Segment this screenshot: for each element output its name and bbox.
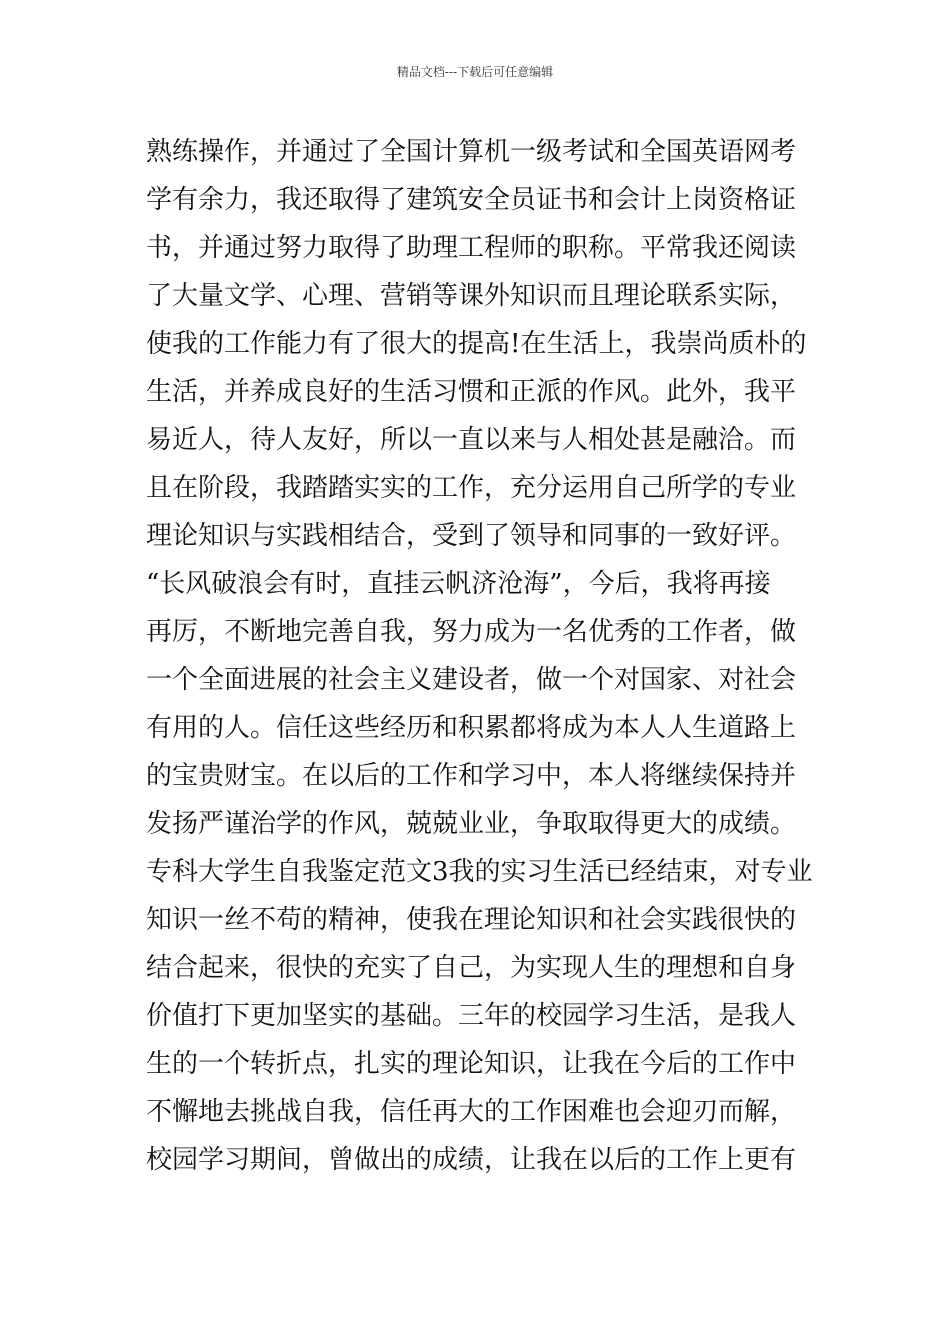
text-line: 不懈地去挑战自我，信任再大的工作困难也会迎刃而解，: [146, 1097, 797, 1127]
text-line: 易近人，待人友好，所以一直以来与人相处甚是融洽。而: [146, 425, 797, 455]
text-line: 了大量文学、心理、营销等课外知识而且理论联系实际，: [146, 281, 797, 311]
text-line: 书，并通过努力取得了助理工程师的职称。平常我还阅读: [146, 233, 797, 263]
text-line: 的宝贵财宝。在以后的工作和学习中，本人将继续保持并: [146, 761, 797, 791]
page-header: 精品文档---下载后可任意编辑: [396, 65, 554, 79]
text-line: 使我的工作能力有了很大的提高!在生活上，我崇尚质朴的: [146, 329, 807, 359]
text-line: 一个全面进展的社会主义建设者，做一个对国家、对社会: [146, 665, 797, 695]
text-line: 结合起来，很快的充实了自己，为实现人生的理想和自身: [146, 953, 797, 983]
text-line: 专科大学生自我鉴定范文3我的实习生活已经结束，对专业: [146, 857, 813, 887]
text-line: 生活，并养成良好的生活习惯和正派的作风。此外，我平: [146, 377, 797, 407]
text-line: 熟练操作，并通过了全国计算机一级考试和全国英语网考: [146, 137, 797, 167]
text-line: 再厉，不断地完善自我，努力成为一名优秀的工作者，做: [146, 617, 797, 647]
text-line: 学有余力，我还取得了建筑安全员证书和会计上岗资格证: [146, 185, 797, 215]
text-line: 发扬严谨治学的作风，兢兢业业，争取取得更大的成绩。: [146, 809, 797, 839]
text-line: “长风破浪会有时，直挂云帆济沧海”，今后，我将再接: [146, 569, 771, 599]
text-line: 有用的人。信任这些经历和积累都将成为本人人生道路上: [146, 713, 797, 743]
text-line: 且在阶段，我踏踏实实的工作，充分运用自己所学的专业: [146, 473, 797, 503]
text-line: 知识一丝不苟的精神，使我在理论知识和社会实践很快的: [146, 905, 797, 935]
text-line: 理论知识与实践相结合，受到了领导和同事的一致好评。: [146, 521, 797, 551]
document-body: [146, 128, 816, 1184]
text-line: 生的一个转折点，扎实的理论知识，让我在今后的工作中: [146, 1049, 797, 1079]
text-line: 价值打下更加坚实的基础。三年的校园学习生活，是我人: [146, 1001, 797, 1031]
text-line: 校园学习期间，曾做出的成绩，让我在以后的工作上更有: [146, 1145, 797, 1175]
